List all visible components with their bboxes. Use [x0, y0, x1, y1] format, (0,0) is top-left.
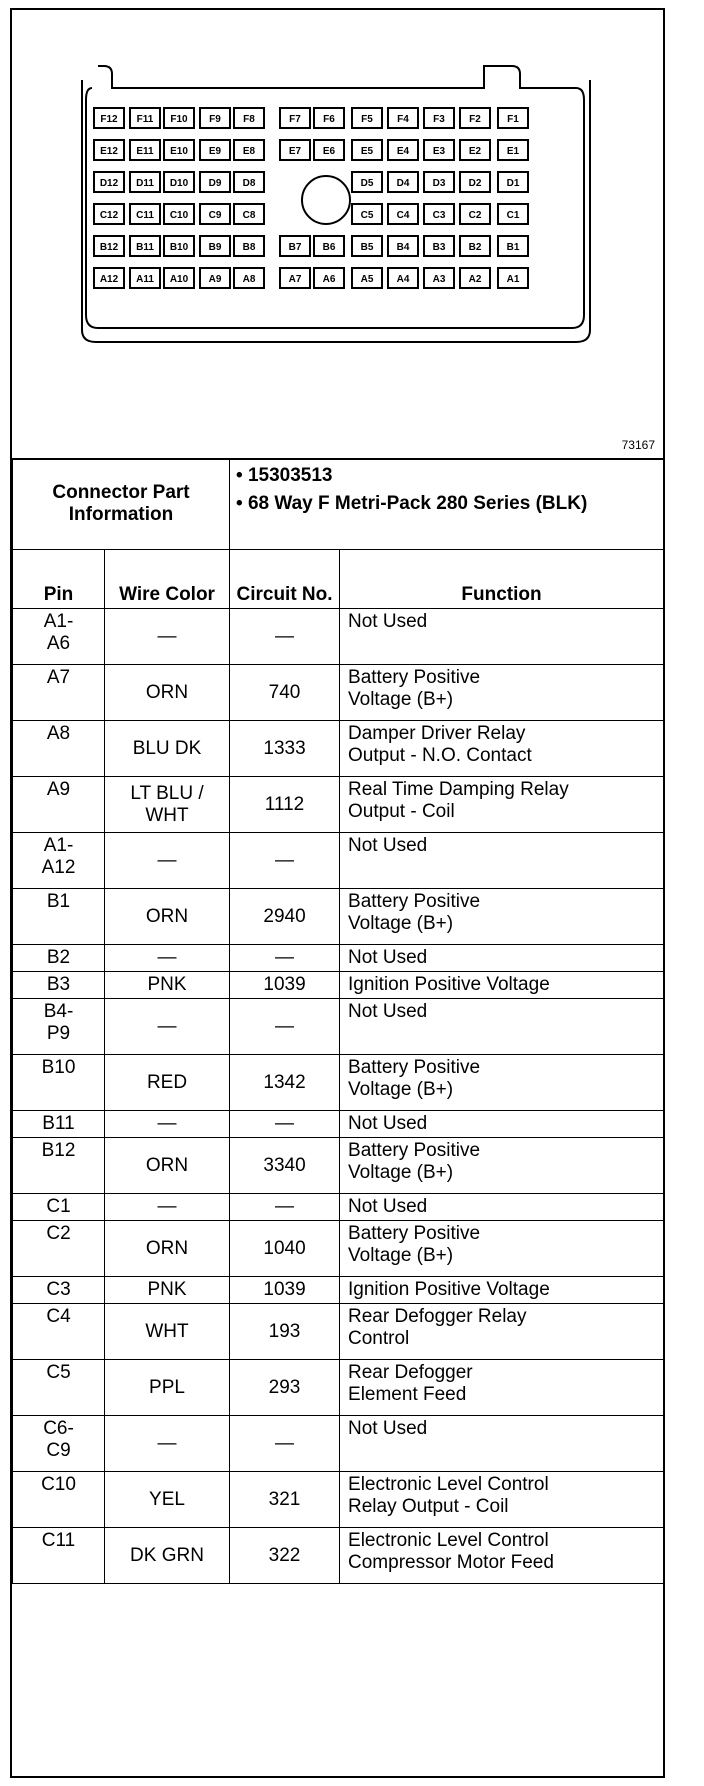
wire-color-cell: PNK — [105, 1277, 230, 1304]
connector-pin-E1 — [498, 140, 528, 160]
table-row — [13, 945, 664, 972]
table-row — [13, 833, 664, 889]
connector-pin-F7 — [280, 108, 310, 128]
connector-pin-B5 — [352, 236, 382, 256]
connector-pin-B7 — [280, 236, 310, 256]
connector-pin-B10 — [164, 236, 194, 256]
connector-pin-C5 — [352, 204, 382, 224]
connector-pin-F6 — [314, 108, 344, 128]
svg-text:E2: E2 — [468, 146, 482, 157]
table-row — [13, 999, 664, 1055]
pin-cell: C11 — [13, 1528, 105, 1584]
connector-pin-A2 — [460, 268, 490, 288]
header-pin: Pin — [13, 550, 105, 609]
svg-text:C1: C1 — [506, 210, 520, 221]
function-cell: Ignition Positive Voltage — [340, 972, 664, 999]
connector-pin-B3 — [424, 236, 454, 256]
circuit-cell: 321 — [230, 1472, 340, 1528]
svg-text:F9: F9 — [209, 114, 221, 125]
table-row — [13, 1055, 664, 1111]
svg-text:F1: F1 — [507, 114, 519, 125]
circuit-cell: 3340 — [230, 1138, 340, 1194]
connector-pin-B8 — [234, 236, 264, 256]
pin-cell: A9 — [13, 777, 105, 833]
svg-text:A12: A12 — [99, 274, 119, 285]
connector-pin-B9 — [200, 236, 230, 256]
pin-cell: B4- P9 — [13, 999, 105, 1055]
connector-pin-B12 — [94, 236, 124, 256]
header-row — [13, 550, 664, 609]
table-row — [13, 721, 664, 777]
connector-pin-D8 — [234, 172, 264, 192]
circuit-cell: 1040 — [230, 1221, 340, 1277]
pin-cell: C2 — [13, 1221, 105, 1277]
connector-pin-C2 — [460, 204, 490, 224]
wire-color-cell: YEL — [105, 1472, 230, 1528]
connector-pin-E3 — [424, 140, 454, 160]
connector-pin-D12 — [94, 172, 124, 192]
table-row — [13, 972, 664, 999]
svg-text:B6: B6 — [322, 242, 336, 253]
svg-text:B9: B9 — [208, 242, 222, 253]
table-row — [13, 1472, 664, 1528]
pinout-sheet — [10, 8, 665, 1778]
connector-pin-A8 — [234, 268, 264, 288]
header-function: Function — [340, 550, 664, 609]
wire-color-cell: — — [105, 609, 230, 665]
pinout-table — [12, 458, 664, 1584]
header-wire-color: Wire Color — [105, 550, 230, 609]
circuit-cell: — — [230, 1194, 340, 1221]
pin-cell: B12 — [13, 1138, 105, 1194]
table-row — [13, 1277, 664, 1304]
circuit-cell: 1342 — [230, 1055, 340, 1111]
function-cell: Not Used — [340, 1194, 664, 1221]
connector-pin-B6 — [314, 236, 344, 256]
svg-text:C9: C9 — [208, 210, 222, 221]
svg-text:D1: D1 — [506, 178, 520, 189]
connector-pin-C3 — [424, 204, 454, 224]
wire-color-cell: BLU DK — [105, 721, 230, 777]
svg-text:B7: B7 — [288, 242, 302, 253]
svg-text:A3: A3 — [432, 274, 446, 285]
connector-type: • 68 Way F Metri-Pack 280 Series (BLK) — [236, 493, 588, 514]
circuit-cell: 293 — [230, 1360, 340, 1416]
svg-text:F6: F6 — [323, 114, 335, 125]
function-cell: Ignition Positive Voltage — [340, 1277, 664, 1304]
connector-pin-F12 — [94, 108, 124, 128]
function-cell: Not Used — [340, 1111, 664, 1138]
table-row — [13, 665, 664, 721]
part-info-row — [13, 459, 664, 550]
connector-pin-D10 — [164, 172, 194, 192]
connector-pin-E7 — [280, 140, 310, 160]
connector-pin-F1 — [498, 108, 528, 128]
pin-cell: C5 — [13, 1360, 105, 1416]
svg-text:C11: C11 — [136, 210, 154, 221]
svg-text:B2: B2 — [468, 242, 482, 253]
table-row — [13, 1528, 664, 1584]
svg-text:B12: B12 — [99, 242, 119, 253]
svg-text:D8: D8 — [242, 178, 256, 189]
circuit-cell: — — [230, 1416, 340, 1472]
svg-text:C8: C8 — [242, 210, 256, 221]
circuit-cell: — — [230, 833, 340, 889]
svg-text:A7: A7 — [288, 274, 302, 285]
svg-text:A6: A6 — [322, 274, 336, 285]
function-cell: Not Used — [340, 999, 664, 1055]
circuit-cell: — — [230, 945, 340, 972]
pin-cell: B2 — [13, 945, 105, 972]
wire-color-cell: — — [105, 945, 230, 972]
svg-text:C10: C10 — [169, 210, 189, 221]
circuit-cell: — — [230, 999, 340, 1055]
svg-text:B10: B10 — [169, 242, 189, 253]
connector-key-circle — [302, 176, 350, 224]
function-cell: Damper Driver Relay Output - N.O. Contact — [340, 721, 664, 777]
function-cell: Battery Positive Voltage (B+) — [340, 1138, 664, 1194]
svg-text:A8: A8 — [242, 274, 256, 285]
function-cell: Rear Defogger Relay Control — [340, 1304, 664, 1360]
pin-cell: A1- A12 — [13, 833, 105, 889]
svg-text:F8: F8 — [243, 114, 255, 125]
svg-text:F4: F4 — [397, 114, 409, 125]
figure-number: 73167 — [621, 438, 655, 452]
connector-pin-B4 — [388, 236, 418, 256]
function-cell: Battery Positive Voltage (B+) — [340, 1055, 664, 1111]
wire-color-cell: — — [105, 1194, 230, 1221]
connector-pin-E5 — [352, 140, 382, 160]
connector-pin-C1 — [498, 204, 528, 224]
connector-face-drawing — [12, 10, 663, 458]
connector-pin-A12 — [94, 268, 124, 288]
pin-cell: B1 — [13, 889, 105, 945]
svg-text:D11: D11 — [136, 178, 154, 189]
connector-pin-F9 — [200, 108, 230, 128]
svg-text:D3: D3 — [432, 178, 446, 189]
circuit-cell: 322 — [230, 1528, 340, 1584]
connector-pin-A9 — [200, 268, 230, 288]
table-row — [13, 609, 664, 665]
connector-pin-E11 — [130, 140, 160, 160]
table-row — [13, 1111, 664, 1138]
wire-color-cell: — — [105, 1111, 230, 1138]
connector-pin-F4 — [388, 108, 418, 128]
connector-pin-E8 — [234, 140, 264, 160]
pin-cell: C4 — [13, 1304, 105, 1360]
circuit-cell: 1039 — [230, 1277, 340, 1304]
connector-pin-D11 — [130, 172, 160, 192]
svg-text:F7: F7 — [289, 114, 301, 125]
svg-text:A1: A1 — [506, 274, 520, 285]
svg-text:B5: B5 — [360, 242, 374, 253]
svg-text:A4: A4 — [396, 274, 410, 285]
svg-text:A10: A10 — [169, 274, 189, 285]
svg-text:E6: E6 — [322, 146, 336, 157]
svg-text:C4: C4 — [396, 210, 410, 221]
svg-text:E9: E9 — [208, 146, 222, 157]
table-row — [13, 1138, 664, 1194]
connector-pin-A5 — [352, 268, 382, 288]
table-row — [13, 1360, 664, 1416]
svg-text:E8: E8 — [242, 146, 256, 157]
svg-text:E11: E11 — [136, 146, 154, 157]
connector-pin-E4 — [388, 140, 418, 160]
connector-pin-C12 — [94, 204, 124, 224]
svg-text:D4: D4 — [396, 178, 410, 189]
connector-pin-F11 — [130, 108, 160, 128]
connector-pin-A1 — [498, 268, 528, 288]
connector-pin-A3 — [424, 268, 454, 288]
header-circuit: Circuit No. — [230, 550, 340, 609]
svg-text:E3: E3 — [432, 146, 446, 157]
connector-pin-F10 — [164, 108, 194, 128]
connector-pin-A4 — [388, 268, 418, 288]
connector-pin-E6 — [314, 140, 344, 160]
circuit-cell: 1039 — [230, 972, 340, 999]
svg-text:B1: B1 — [506, 242, 520, 253]
function-cell: Electronic Level Control Compressor Motor Feed — [340, 1528, 664, 1584]
part-info-label: Connector Part Information — [13, 459, 230, 550]
wire-color-cell: ORN — [105, 1138, 230, 1194]
part-info-values — [230, 459, 664, 550]
svg-text:A2: A2 — [468, 274, 482, 285]
connector-pin-B11 — [130, 236, 160, 256]
wire-color-cell: ORN — [105, 1221, 230, 1277]
svg-text:B4: B4 — [396, 242, 410, 253]
pin-cell: A7 — [13, 665, 105, 721]
part-number: • 15303513 — [236, 465, 333, 486]
wire-color-cell: WHT — [105, 1304, 230, 1360]
function-cell: Battery Positive Voltage (B+) — [340, 889, 664, 945]
function-cell: Not Used — [340, 833, 664, 889]
wire-color-cell: PNK — [105, 972, 230, 999]
svg-text:E12: E12 — [100, 146, 118, 157]
svg-text:E5: E5 — [360, 146, 374, 157]
connector-pin-B2 — [460, 236, 490, 256]
wire-color-cell: ORN — [105, 889, 230, 945]
pin-cell: B3 — [13, 972, 105, 999]
svg-text:F12: F12 — [100, 114, 118, 125]
table-row — [13, 889, 664, 945]
wire-color-cell: — — [105, 999, 230, 1055]
connector-pin-A11 — [130, 268, 160, 288]
connector-pin-E10 — [164, 140, 194, 160]
connector-pin-F2 — [460, 108, 490, 128]
pin-cell: B11 — [13, 1111, 105, 1138]
svg-text:E4: E4 — [396, 146, 410, 157]
svg-text:E1: E1 — [506, 146, 520, 157]
connector-pin-D5 — [352, 172, 382, 192]
pin-cell: C10 — [13, 1472, 105, 1528]
connector-pin-D1 — [498, 172, 528, 192]
function-cell: Real Time Damping Relay Output - Coil — [340, 777, 664, 833]
connector-pin-C9 — [200, 204, 230, 224]
circuit-cell: 1333 — [230, 721, 340, 777]
pin-cell: C1 — [13, 1194, 105, 1221]
connector-pin-A6 — [314, 268, 344, 288]
connector-pin-D2 — [460, 172, 490, 192]
svg-text:A9: A9 — [208, 274, 222, 285]
connector-pin-E12 — [94, 140, 124, 160]
svg-text:B3: B3 — [432, 242, 446, 253]
connector-pin-C8 — [234, 204, 264, 224]
circuit-cell: 2940 — [230, 889, 340, 945]
pin-cell: C3 — [13, 1277, 105, 1304]
svg-text:D10: D10 — [169, 178, 189, 189]
connector-pin-E2 — [460, 140, 490, 160]
connector-pin-C10 — [164, 204, 194, 224]
pin-cell: B10 — [13, 1055, 105, 1111]
circuit-cell: — — [230, 1111, 340, 1138]
connector-pin-D3 — [424, 172, 454, 192]
svg-text:B8: B8 — [242, 242, 256, 253]
wire-color-cell: PPL — [105, 1360, 230, 1416]
connector-pin-C4 — [388, 204, 418, 224]
svg-text:C3: C3 — [432, 210, 446, 221]
svg-text:C12: C12 — [99, 210, 119, 221]
connector-pin-F8 — [234, 108, 264, 128]
svg-text:F11: F11 — [136, 114, 154, 125]
function-cell: Not Used — [340, 945, 664, 972]
svg-text:D5: D5 — [360, 178, 374, 189]
connector-pin-A7 — [280, 268, 310, 288]
svg-text:C5: C5 — [360, 210, 374, 221]
pin-cell: A1- A6 — [13, 609, 105, 665]
wire-color-cell: LT BLU / WHT — [105, 777, 230, 833]
circuit-cell: 193 — [230, 1304, 340, 1360]
wire-color-cell: ORN — [105, 665, 230, 721]
svg-text:F2: F2 — [469, 114, 481, 125]
svg-text:F5: F5 — [361, 114, 373, 125]
function-cell: Battery Positive Voltage (B+) — [340, 1221, 664, 1277]
connector-pin-E9 — [200, 140, 230, 160]
function-cell: Battery Positive Voltage (B+) — [340, 665, 664, 721]
pin-cell: A8 — [13, 721, 105, 777]
connector-pin-C11 — [130, 204, 160, 224]
svg-text:D12: D12 — [99, 178, 119, 189]
wire-color-cell: — — [105, 1416, 230, 1472]
svg-text:D2: D2 — [468, 178, 482, 189]
circuit-cell: 740 — [230, 665, 340, 721]
wire-color-cell: RED — [105, 1055, 230, 1111]
svg-text:B11: B11 — [136, 242, 154, 253]
svg-text:F10: F10 — [170, 114, 188, 125]
svg-text:A5: A5 — [360, 274, 374, 285]
connector-pin-D4 — [388, 172, 418, 192]
pin-cell: C6- C9 — [13, 1416, 105, 1472]
svg-text:E7: E7 — [288, 146, 302, 157]
table-row — [13, 1416, 664, 1472]
wire-color-cell: — — [105, 833, 230, 889]
svg-text:D9: D9 — [208, 178, 222, 189]
connector-pin-B1 — [498, 236, 528, 256]
function-cell: Not Used — [340, 1416, 664, 1472]
function-cell: Rear Defogger Element Feed — [340, 1360, 664, 1416]
wire-color-cell: DK GRN — [105, 1528, 230, 1584]
circuit-cell: — — [230, 609, 340, 665]
svg-text:C2: C2 — [468, 210, 482, 221]
connector-pin-F5 — [352, 108, 382, 128]
svg-text:F3: F3 — [433, 114, 445, 125]
table-row — [13, 1221, 664, 1277]
connector-pin-D9 — [200, 172, 230, 192]
table-row — [13, 1194, 664, 1221]
svg-text:A11: A11 — [136, 274, 154, 285]
table-row — [13, 777, 664, 833]
circuit-cell: 1112 — [230, 777, 340, 833]
connector-pin-A10 — [164, 268, 194, 288]
connector-pin-F3 — [424, 108, 454, 128]
table-row — [13, 1304, 664, 1360]
function-cell: Electronic Level Control Relay Output - Coil — [340, 1472, 664, 1528]
function-cell: Not Used — [340, 609, 664, 665]
connector-diagram — [12, 10, 663, 460]
svg-text:E10: E10 — [170, 146, 188, 157]
